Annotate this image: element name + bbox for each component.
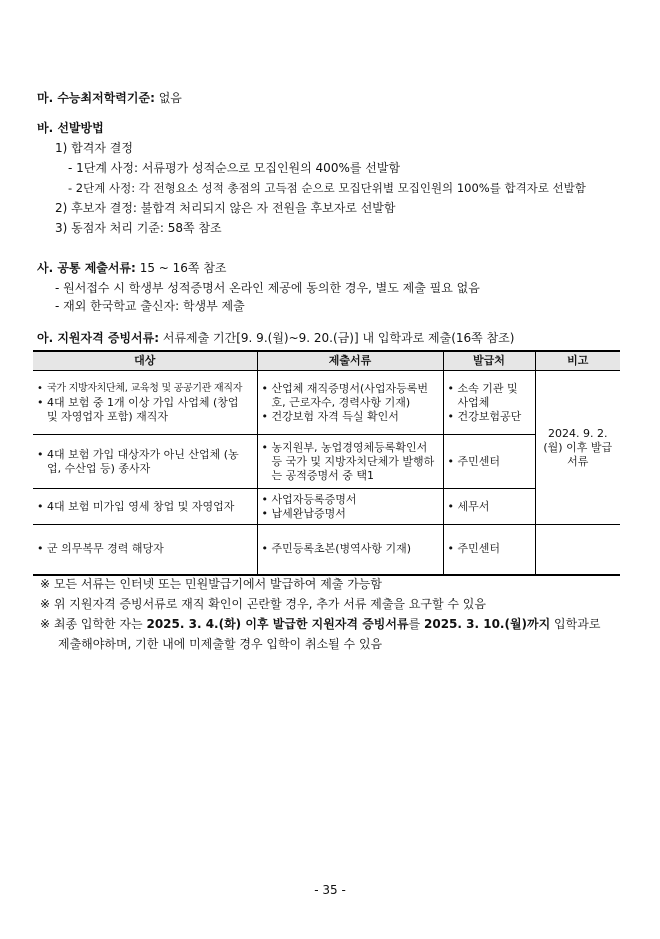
target-item: • 4대 보험 미가입 영세 창업 및 자영업자 — [37, 500, 253, 514]
cell-target — [33, 435, 257, 489]
header-target: 대상 — [33, 351, 257, 371]
document-item: • 농지원부, 농업경영체등록확인서 등 국가 및 지방자치단체가 발행하는 공적증명서 중 택1 — [262, 441, 439, 483]
section-sa — [37, 260, 227, 276]
cell-documents — [257, 435, 443, 489]
note-3-line-2: 제출해야하며, 기한 내에 미제출할 경우 입학이 취소될 수 있음 — [58, 637, 383, 651]
cell-target — [33, 525, 257, 575]
note-2: ※ 위 지원자격 증빙서류로 재직 확인이 곤란할 경우, 추가 서류 제출을 요구할 수 있음 — [40, 597, 486, 611]
sa-line-2: - 재외 한국학교 출신자: 학생부 제출 — [55, 299, 245, 313]
cell-documents — [257, 371, 443, 435]
section-a — [37, 330, 514, 346]
issuer-item: • 주민센터 — [448, 455, 531, 469]
cell-issuer — [443, 371, 535, 435]
section-ma-heading: 마. 수능최저학력기준: — [37, 91, 155, 105]
note-3-deadline: 2025. 3. 10.(월)까지 — [424, 617, 551, 631]
issuer-item: • 소속 기관 및 사업체 — [448, 382, 531, 410]
cell-issuer — [443, 489, 535, 525]
cell-remark: 2024. 9. 2.(월) 이후 발급 서류 — [535, 371, 620, 525]
document-item: • 산업체 재직증명서(사업자등록번호, 근로자수, 경력사항 기재) — [262, 382, 439, 410]
document-item: • 납세완납증명서 — [262, 507, 439, 521]
cell-documents — [257, 525, 443, 575]
section-a-heading: 아. 지원자격 증빙서류: — [37, 331, 160, 345]
target-item: • 군 의무복무 경력 해당자 — [37, 542, 253, 556]
issuer-item: • 세무서 — [448, 500, 531, 514]
section-ba-heading: 바. 선발방법 — [37, 121, 104, 135]
table-row — [33, 489, 620, 525]
page-number: - 35 - — [314, 883, 346, 897]
note-1: ※ 모든 서류는 인터넷 또는 민원발급기에서 발급하여 제출 가능함 — [40, 577, 382, 591]
note-3 — [40, 616, 600, 632]
sa-line-1: - 원서접수 시 학생부 성적증명서 온라인 제공에 동의한 경우, 별도 제출 필요 없음 — [55, 281, 480, 295]
cell-issuer — [443, 525, 535, 575]
ba-item-3: 3) 동점자 처리 기준: 58쪽 참조 — [55, 221, 222, 235]
note-3-pre: ※ 최종 입학한 자는 — [40, 617, 147, 631]
header-documents: 제출서류 — [257, 351, 443, 371]
note-3-post: 입학과로 — [550, 617, 601, 631]
table-row — [33, 371, 620, 435]
section-sa-heading: 사. 공통 제출서류: — [37, 261, 136, 275]
header-issuer: 발급처 — [443, 351, 535, 371]
document-item: • 사업자등록증명서 — [262, 493, 439, 507]
target-item: • 4대 보험 중 1개 이상 가입 사업체 (창업 및 자영업자 포함) 재직자 — [37, 396, 253, 424]
cell-documents — [257, 489, 443, 525]
note-3-date-issue: 2025. 3. 4.(화) 이후 발급한 지원자격 증빙서류 — [146, 617, 409, 631]
note-3-mid: 를 — [408, 617, 424, 631]
target-item: • 4대 보험 가입 대상자가 아닌 산업체 (농업, 수산업 등) 종사자 — [37, 448, 253, 476]
ba-item-1-sub-1: - 1단계 사정: 서류평가 성적순으로 모집인원의 400%를 선발함 — [68, 161, 401, 175]
target-item: • 국가 지방자치단체, 교육청 및 공공기관 재직자 — [37, 382, 253, 396]
section-sa-value: 15 ~ 16쪽 참조 — [139, 261, 227, 275]
cell-issuer — [443, 435, 535, 489]
header-remark: 비고 — [535, 351, 620, 371]
cell-remark-empty — [535, 525, 620, 575]
section-a-value: 서류제출 기간[9. 9.(월)~9. 20.(금)] 내 입학과로 제출(16쪽 참조) — [162, 331, 515, 345]
issuer-item: • 건강보험공단 — [448, 410, 531, 424]
ba-item-2: 2) 후보자 결정: 불합격 처리되지 않은 자 전원을 후보자로 선발함 — [55, 201, 396, 215]
ba-item-1: 1) 합격자 결정 — [55, 141, 133, 155]
documents-table — [33, 350, 620, 576]
cell-target — [33, 489, 257, 525]
document-item: • 주민등록초본(병역사항 기재) — [262, 542, 439, 556]
section-ma — [37, 90, 182, 106]
issuer-item: • 주민센터 — [448, 542, 531, 556]
section-ma-value: 없음 — [158, 91, 182, 105]
ba-item-1-sub-2: - 2단계 사정: 각 전형요소 성적 총점의 고득점 순으로 모집단위별 모집인원의 100%를 합격자로 선발함 — [68, 181, 586, 195]
table-header-row — [33, 351, 620, 371]
table-row — [33, 435, 620, 489]
cell-target — [33, 371, 257, 435]
table-row — [33, 525, 620, 575]
document-item: • 건강보험 자격 득실 확인서 — [262, 410, 439, 424]
